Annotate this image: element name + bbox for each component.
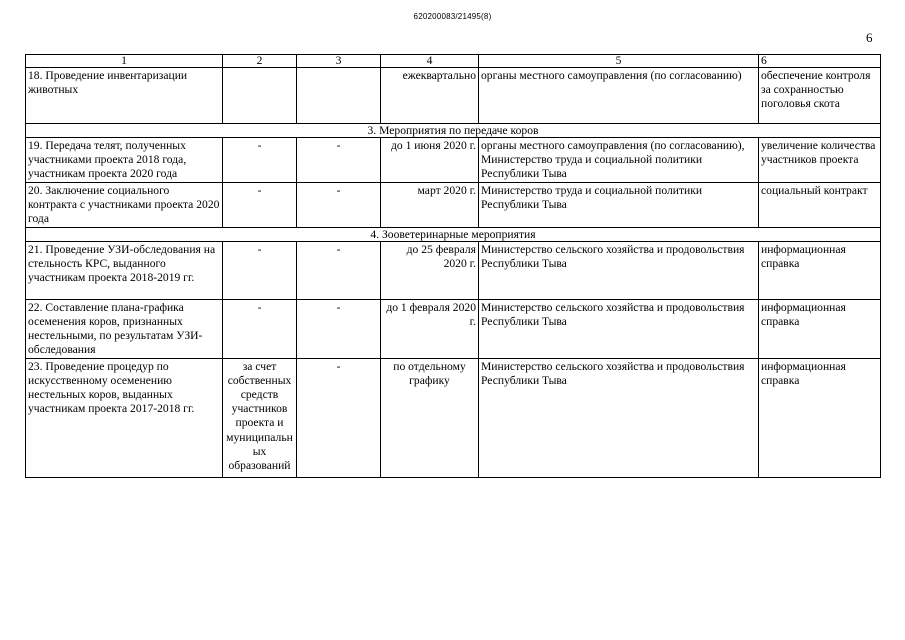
result: информационная справка — [759, 358, 881, 477]
deadline: март 2020 г. — [381, 182, 479, 227]
funding-amount: - — [297, 358, 381, 477]
document-id: 620200083/21495(8) — [413, 12, 492, 21]
table-row — [26, 358, 881, 477]
funding-source: - — [223, 138, 297, 183]
responsible: Министерство труда и социальной политики Республики Тыва — [479, 182, 759, 227]
funding-source: за счет собственных средств участников проекта и муниципальных образований — [223, 358, 297, 477]
header-col-3: 3 — [297, 55, 381, 68]
result: информационная справка — [759, 299, 881, 358]
header-col-4: 4 — [381, 55, 479, 68]
responsible: Министерство сельского хозяйства и продовольствия Республики Тыва — [479, 358, 759, 477]
result: обеспечение контроля за сохранностью поголовья скота — [759, 68, 881, 124]
table-row — [26, 68, 881, 124]
header-col-2: 2 — [223, 55, 297, 68]
page-number: 6 — [866, 30, 873, 45]
responsible: Министерство сельского хозяйства и продовольствия Республики Тыва — [479, 241, 759, 299]
funding-source: - — [223, 182, 297, 227]
measure-name: 22. Составление плана-графика осеменения коров, признанных нестельными, по результатам УЗИ-обследования — [26, 299, 223, 358]
measures-table — [25, 54, 881, 478]
table-row — [26, 299, 881, 358]
responsible: органы местного самоуправления (по согласованию) — [479, 68, 759, 124]
deadline: ежеквартально — [381, 68, 479, 124]
result: социальный контракт — [759, 182, 881, 227]
funding-amount: - — [297, 138, 381, 183]
result: увеличение количества участников проекта — [759, 138, 881, 183]
funding-amount: - — [297, 182, 381, 227]
section-row — [26, 124, 881, 138]
section-title: 4. Зооветеринарные мероприятия — [26, 227, 881, 241]
section-row — [26, 227, 881, 241]
deadline: по отдельному графику — [381, 358, 479, 477]
funding-source — [223, 68, 297, 124]
table-header-row — [26, 55, 881, 68]
result: информационная справка — [759, 241, 881, 299]
funding-source: - — [223, 241, 297, 299]
funding-amount: - — [297, 241, 381, 299]
measure-name: 21. Проведение УЗИ-обследования на стельность КРС, выданного участникам проекта 2018-2019 гг. — [26, 241, 223, 299]
table-row — [26, 138, 881, 183]
deadline: до 1 июня 2020 г. — [381, 138, 479, 183]
measure-name: 18. Проведение инвентаризации животных — [26, 68, 223, 124]
funding-amount — [297, 68, 381, 124]
measure-name: 23. Проведение процедур по искусственному осеменению нестельных коров, выданных участникам проекта 2017-2018 гг. — [26, 358, 223, 477]
responsible: Министерство сельского хозяйства и продовольствия Республики Тыва — [479, 299, 759, 358]
section-title: 3. Мероприятия по передаче коров — [26, 124, 881, 138]
funding-source: - — [223, 299, 297, 358]
header-col-6: 6 — [759, 55, 881, 68]
header-col-1: 1 — [26, 55, 223, 68]
header-col-5: 5 — [479, 55, 759, 68]
deadline: до 25 февраля 2020 г. — [381, 241, 479, 299]
responsible: органы местного самоуправления (по согласованию), Министерство труда и социальной политики Республики Тыва — [479, 138, 759, 183]
funding-amount: - — [297, 299, 381, 358]
table-row — [26, 182, 881, 227]
deadline: до 1 февраля 2020 г. — [381, 299, 479, 358]
measure-name: 20. Заключение социального контракта с участниками проекта 2020 года — [26, 182, 223, 227]
measure-name: 19. Передача телят, полученных участниками проекта 2018 года, участникам проекта 2020 года — [26, 138, 223, 183]
table-row — [26, 241, 881, 299]
